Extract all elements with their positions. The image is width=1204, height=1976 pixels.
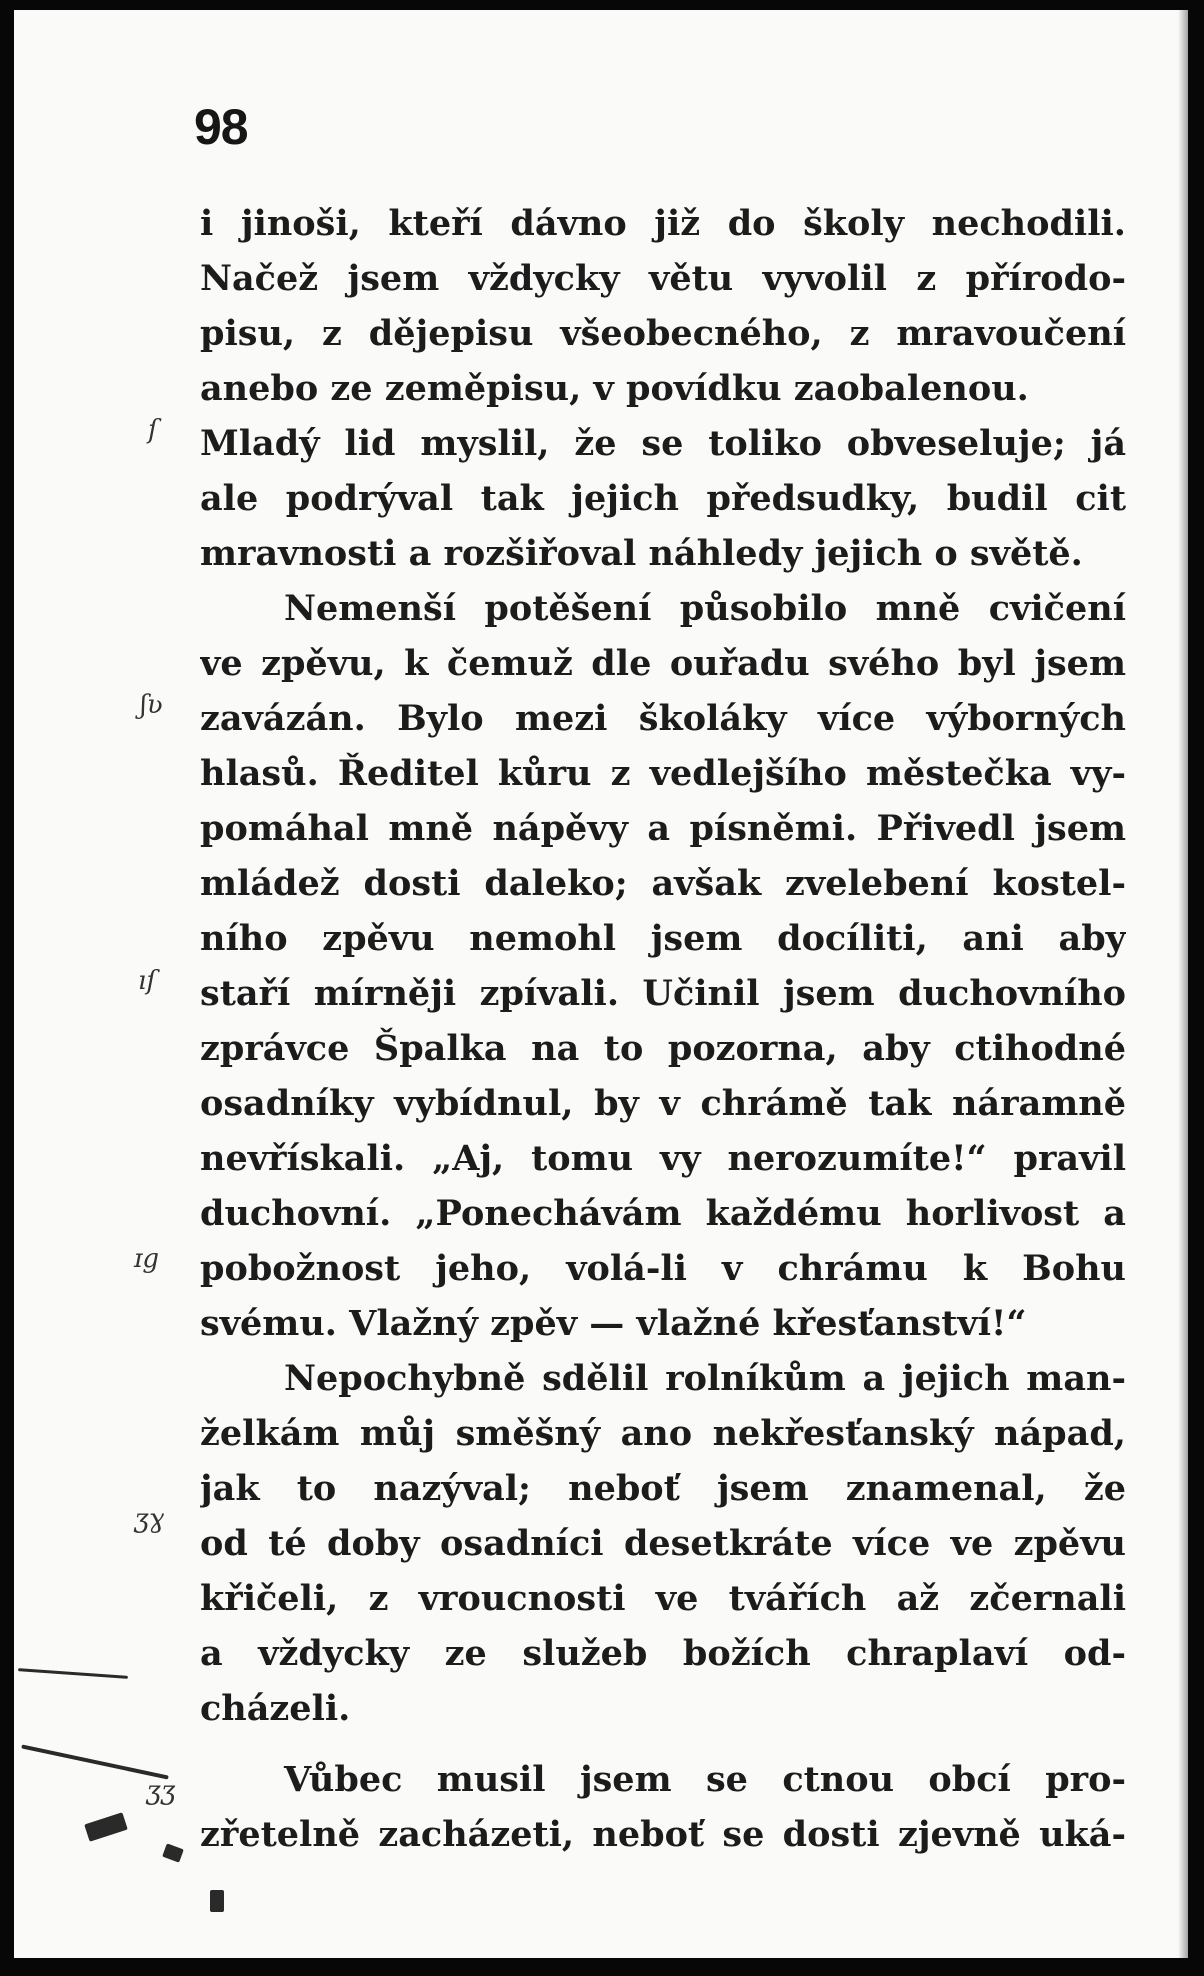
text-line: Mladý lid myslil, že se toliko obveseluje; já (200, 423, 1126, 464)
text-line: svému. Vlažný zpěv — vlažné křesťanství!“ (200, 1303, 1027, 1344)
margin-note: ʒɣ (134, 1504, 165, 1534)
text-line: hlasů. Ředitel kůru z vedlejšího městečka vy- (200, 753, 1126, 794)
text-line: pobožnost jeho, volá-li v chrámu k Bohu (200, 1248, 1126, 1289)
text-line: Nepochybně sdělil rolníkům a jejich man- (284, 1358, 1126, 1399)
margin-note: ʒʒ (146, 1776, 176, 1806)
text-line: osadníky vybídnul, by v chrámě tak náramně (200, 1083, 1126, 1124)
text-line: mládež dosti daleko; avšak zvelebení kostel- (200, 863, 1126, 904)
text-line: anebo ze zeměpisu, v povídku zaobalenou. (200, 368, 1029, 409)
page-edge-shadow (1178, 10, 1188, 1958)
ink-smudge (162, 1843, 184, 1862)
text-line: duchovní. „Ponechávám každému horlivost a (200, 1193, 1126, 1234)
text-line: ale podrýval tak jejich předsudky, budil cit (200, 478, 1126, 519)
margin-note: ſ (148, 415, 158, 445)
text-line: od té doby osadníci desetkráte více ve zpěvu (200, 1523, 1126, 1564)
text-line: staří mírněji zpívali. Učinil jsem duchovního (200, 973, 1126, 1014)
text-line: nevřískali. „Aj, tomu vy nerozumíte!“ pravil (200, 1138, 1126, 1179)
ink-smudge (210, 1890, 224, 1912)
text-line: ve zpěvu, k čemuž dle ouřadu svého byl jsem (200, 643, 1126, 684)
text-line: pisu, z dějepisu všeobecného, z mravoučení (200, 313, 1126, 354)
ink-smudge (21, 1744, 169, 1779)
text-line: ního zpěvu nemohl jsem docíliti, ani aby (200, 918, 1126, 959)
text-line: křičeli, z vroucnosti ve tvářích až zčernali (200, 1578, 1126, 1619)
text-line: želkám můj směšný ano nekřesťanský nápad, (200, 1413, 1126, 1454)
text-line: zřetelně zacházeti, neboť se dosti zjevně uká- (200, 1814, 1126, 1855)
text-line: Načež jsem vždycky větu vyvolil z přírodo- (200, 258, 1126, 299)
text-line: pomáhal mně nápěvy a písněmi. Přivedl jsem (200, 808, 1126, 849)
text-line: zavázán. Bylo mezi školáky více výborných (200, 698, 1126, 739)
text-line: a vždycky ze služeb božích chraplaví od- (200, 1633, 1126, 1674)
body-text (200, 196, 1126, 1862)
text-line: cházeli. (200, 1688, 351, 1729)
margin-note: ıſ (138, 966, 156, 996)
margin-note: ʃʋ (140, 690, 163, 720)
text-line: jak to nazýval; neboť jsem znamenal, že (200, 1468, 1126, 1509)
margin-note: ɪg (134, 1244, 159, 1274)
text-line: mravnosti a rozšiřoval náhledy jejich o světě. (200, 533, 1083, 574)
text-line: Vůbec musil jsem se ctnou obcí pro- (284, 1759, 1126, 1800)
book-page (14, 10, 1188, 1958)
page-number: 98 (194, 99, 248, 155)
text-line: Nemenší potěšení působilo mně cvičení (284, 588, 1126, 629)
text-line: zprávce Špalka na to pozorna, aby ctihodné (200, 1028, 1126, 1069)
ink-smudge (84, 1812, 128, 1841)
ink-smudge (18, 1668, 128, 1679)
text-line: i jinoši, kteří dávno již do školy nechodili. (200, 203, 1126, 244)
